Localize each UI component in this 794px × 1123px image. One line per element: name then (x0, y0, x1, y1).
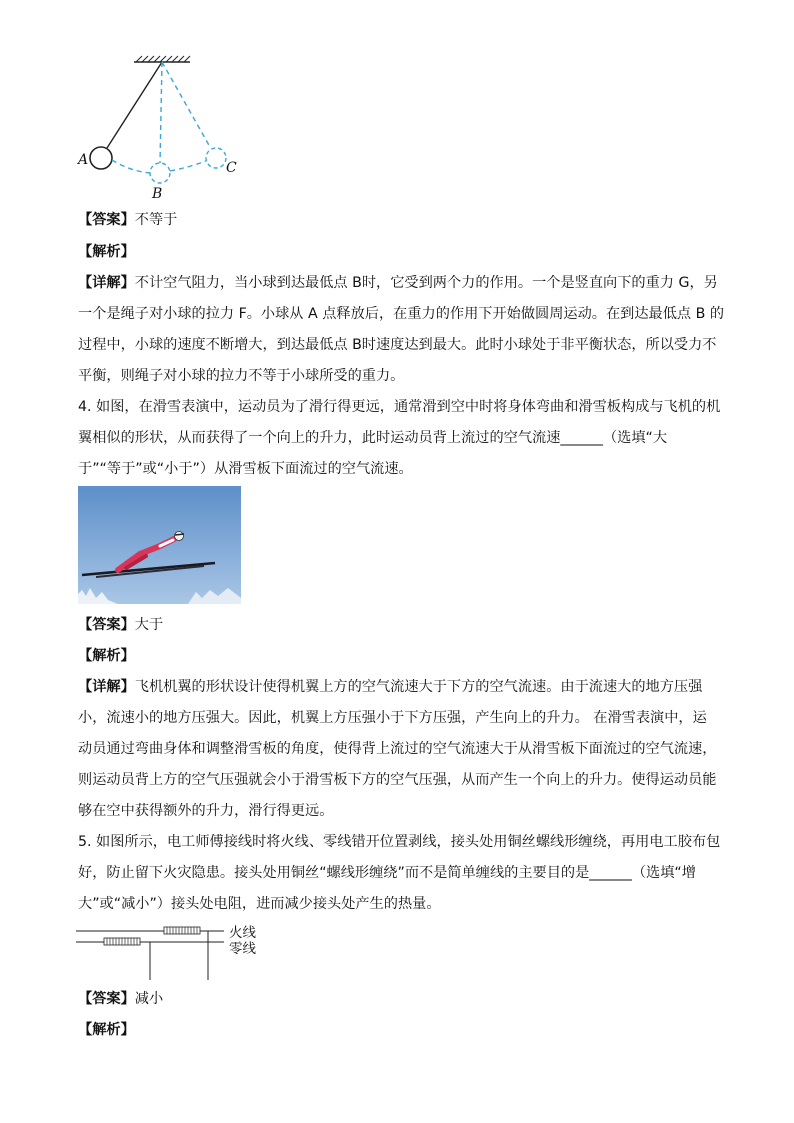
skier-goggles (175, 534, 184, 535)
q4-detail-line-5: 够在空中获得额外的升力，滑行得更远。 (78, 803, 334, 819)
label-c: C (226, 160, 237, 176)
answer-tag: 【答案】 (78, 617, 135, 633)
string-a (107, 62, 162, 148)
q4-line-1: 4. 如图，在滑雪表演中，运动员为了滑行得更远，通常滑到空中时将身体弯曲和滑雪板构成与飞机的机 (78, 399, 721, 415)
q4-analysis-tag: 【解析】 (78, 648, 135, 664)
ball-b (150, 163, 170, 183)
q5-line-1: 5. 如图所示，电工师傅接线时将火线、零线错开位置剥线，接头处用铜丝螺线形缠绕，再用电工胶布包 (78, 834, 721, 850)
answer-tag: 【答案】 (78, 212, 135, 228)
wire-diagram (76, 922, 236, 982)
ball-c (206, 148, 226, 168)
ski-jump-image (78, 486, 241, 604)
neutral-wire-label: 零线 (229, 941, 256, 957)
pendulum-diagram (70, 55, 250, 207)
q3-detail-line-2: 一个是绳子对小球的拉力 F。小球从 A 点释放后，在重力的作用下开始做圆周运动。在到达最低点 B 的 (78, 306, 725, 322)
live-wire-label: 火线 (229, 925, 256, 941)
label-a: A (78, 152, 89, 168)
q4-detail-line-4: 则运动员背上方的空气压强就会小于滑雪板下方的空气压强，从而产生一个向上的升力。使得运动员能 (78, 772, 717, 788)
q5-line-2: 好，防止留下火灾隐患。接头处用铜丝“螺线形缠绕”而不是简单缠线的主要目的是______（选填“增 (78, 865, 696, 881)
q3-analysis-tag: 【解析】 (78, 244, 135, 260)
arc-left (112, 160, 150, 173)
detail-text: 飞机机翼的形状设计使得机翼上方的空气流速大于下方的空气流速。由于流速大的地方压强 (134, 679, 703, 695)
q3-detail-line-4: 平衡，则绳子对小球的拉力不等于小球所受的重力。 (78, 368, 405, 384)
q4-detail-line-3: 动员通过弯曲身体和调整滑雪板的角度，使得背上流过的空气流速大于从滑雪板下面流过的空气流速， (78, 741, 717, 757)
q4-line-2: 翼相似的形状，从而获得了一个向上的升力，此时运动员背上流过的空气流速______（选填“大 (78, 430, 668, 446)
detail-text: 不计空气阻力，当小球到达最低点 B时，它受到两个力的作用。一个是竖直向下的重力 G，另 (134, 275, 718, 291)
ball-a (90, 147, 112, 169)
skier-helmet (175, 532, 184, 541)
q5-answer-line (78, 990, 163, 1008)
ceiling-hatch (136, 56, 190, 62)
q4-line-3: 于”“等于”或“小于”）从滑雪板下面流过的空气流速。 (78, 461, 413, 477)
answer-text: 减小 (134, 991, 164, 1007)
answer-text: 大于 (134, 617, 164, 633)
q3-detail-line-3: 过程中，小球的速度不断增大，到达最低点 B时速度达到最大。此时小球处于非平衡状态，所以受力不 (78, 337, 717, 353)
q4-detail-line-2: 小，流速小的地方压强大。因此，机翼上方压强小于下方压强，产生向上的升力。 在滑雪表演中，运 (78, 710, 707, 726)
q3-detail-line-1 (78, 274, 718, 292)
q3-answer-line (78, 211, 177, 229)
string-b (160, 62, 162, 163)
arc-right (170, 161, 206, 171)
q4-detail-line-1 (78, 678, 702, 696)
q4-answer-line (78, 616, 163, 634)
answer-text: 不等于 (134, 212, 178, 228)
q5-analysis-tag: 【解析】 (78, 1022, 135, 1038)
detail-tag: 【详解】 (78, 275, 135, 291)
q5-line-3: 大”或“减小”）接头处电阻，进而减少接头处产生的热量。 (78, 896, 441, 912)
label-b: B (152, 186, 163, 202)
answer-tag: 【答案】 (78, 991, 135, 1007)
string-c (162, 62, 210, 147)
detail-tag: 【详解】 (78, 679, 135, 695)
